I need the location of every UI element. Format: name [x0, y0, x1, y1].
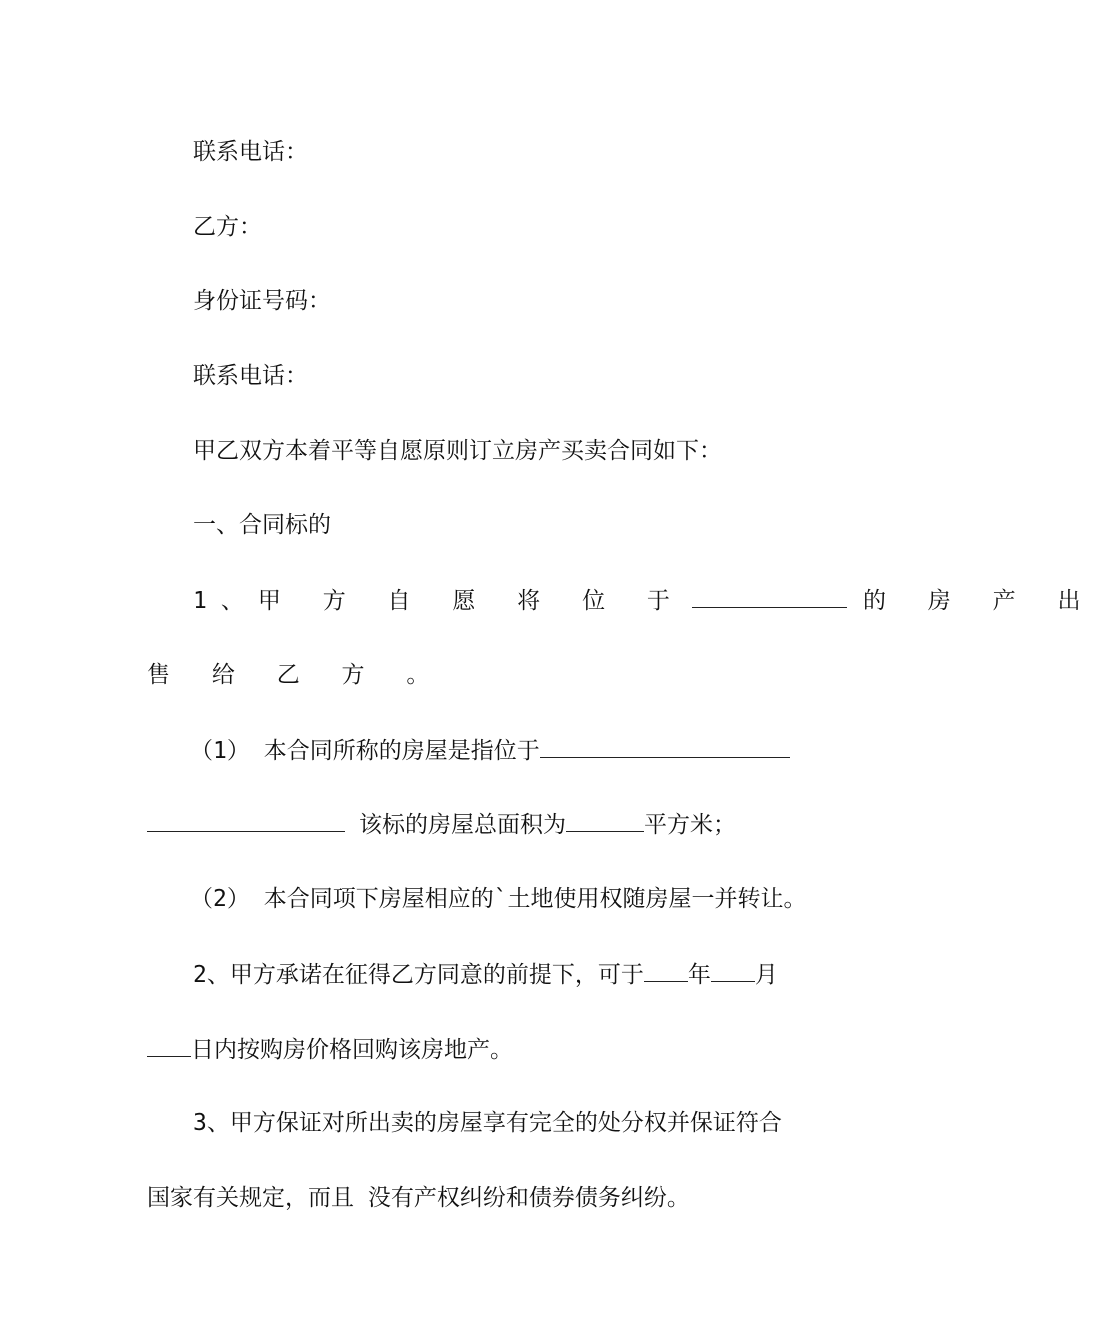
item-1-text-c: 售 给 乙 方 。: [147, 662, 444, 688]
party-b-text: 乙方：: [193, 214, 262, 240]
section-1-text: 一、合同标的: [193, 512, 331, 538]
address-blank-2: [147, 809, 345, 832]
item-3-line-2: [147, 1183, 807, 1213]
month-blank: [711, 959, 755, 982]
sub-1-text-a: （1） 本合同所称的房屋是指位于: [190, 738, 540, 764]
contact-phone-a-text: 联系电话：: [193, 139, 308, 165]
address-blank-1: [540, 735, 790, 758]
id-number-text: 身份证号码：: [193, 288, 331, 314]
item-2-line-2: [147, 1034, 807, 1065]
sub-1-line-2: [147, 809, 807, 840]
year-blank: [644, 959, 688, 982]
year-label: 年: [687, 962, 711, 988]
item-2-text-b: 日内按购房价格回购该房地产。: [191, 1037, 513, 1063]
location-blank: [692, 585, 847, 608]
sub-1-text-c: 平方米；: [644, 812, 736, 838]
day-blank: [147, 1034, 191, 1057]
month-label: 月: [754, 962, 778, 988]
item-3-text-a: 3、甲方保证对所出卖的房屋享有完全的处分权并保证符合: [193, 1110, 782, 1136]
contact-phone-a: [193, 137, 853, 167]
id-number: [193, 286, 853, 316]
sub-1-text-b: 该标的房屋总面积为: [359, 812, 566, 838]
intro-paragraph: [193, 436, 853, 466]
sub-1-line-1: [190, 735, 850, 766]
party-b: [193, 212, 853, 242]
item-2-text-a: 2、甲方承诺在征得乙方同意的前提下，可于: [193, 962, 644, 988]
intro-text: 甲乙双方本着平等自愿原则订立房产买卖合同如下：: [193, 438, 722, 464]
contact-phone-b-text: 联系电话：: [193, 363, 308, 389]
sub-2-line: [190, 884, 850, 914]
sub-2-text: （2） 本合同项下房屋相应的`土地使用权随房屋一并转让。: [190, 886, 807, 912]
section-1-heading: [193, 510, 853, 540]
item-2-line-1: [193, 959, 853, 990]
item-1-text-b: 的 房 产 出: [862, 588, 1094, 614]
area-blank: [566, 809, 644, 832]
contact-phone-b: [193, 361, 853, 391]
item-1-text-a: 1、甲 方 自 愿 将 位 于: [193, 588, 684, 614]
item-3-line-1: [193, 1108, 853, 1138]
item-1-line-2: [147, 660, 807, 690]
item-1-line-1: [193, 585, 1094, 616]
item-3-text-b: 国家有关规定，而且 没有产权纠纷和债券债务纠纷。: [147, 1185, 690, 1211]
